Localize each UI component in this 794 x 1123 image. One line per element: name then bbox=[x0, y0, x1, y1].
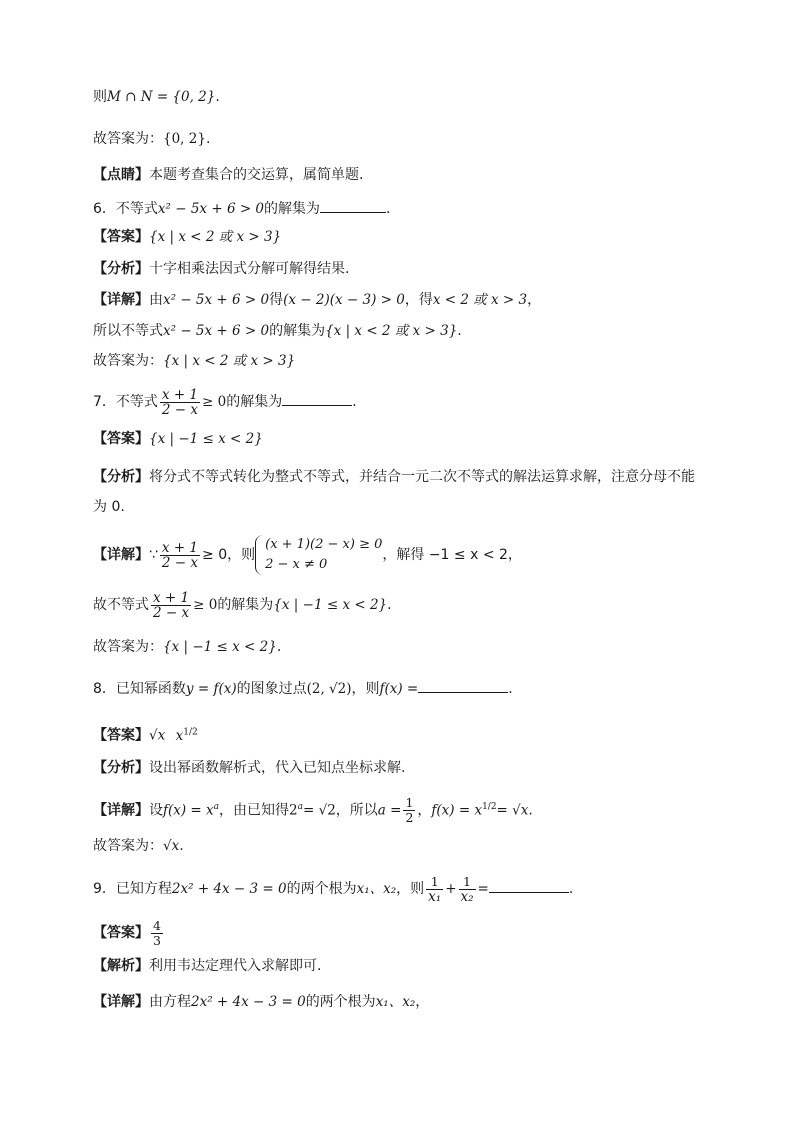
text: 得 bbox=[269, 292, 284, 308]
math-expression: x₁、x₂ bbox=[356, 881, 397, 897]
text: 则 bbox=[93, 89, 107, 105]
math-expression: = √2 bbox=[303, 802, 336, 819]
fraction-denominator: x₁ bbox=[428, 888, 442, 905]
text: . bbox=[215, 89, 220, 105]
math-expression: 2x² + 4x − 3 = 0 bbox=[191, 994, 306, 1010]
text: . bbox=[276, 639, 282, 655]
text: . bbox=[508, 681, 513, 697]
q6-final bbox=[93, 351, 295, 371]
answer-tag: 【答案】 bbox=[93, 229, 149, 245]
text: . bbox=[568, 881, 574, 897]
analysis-text: 十字相乘法因式分解可解得结果. bbox=[149, 261, 350, 277]
text: 故答案为： bbox=[93, 838, 163, 854]
math-expression: y = f(x) bbox=[185, 681, 237, 697]
text: 故不等式 bbox=[93, 597, 149, 613]
answer-blank bbox=[282, 391, 352, 406]
math-expression: M ∩ N = {0, 2} bbox=[107, 89, 216, 105]
remark-text: 本题考查集合的交运算，属简单题. bbox=[149, 167, 364, 183]
text: . bbox=[179, 838, 184, 854]
detail-tag: 【详解】 bbox=[93, 994, 149, 1010]
text: . bbox=[528, 802, 533, 819]
plus-sign: + bbox=[445, 881, 457, 897]
remark-tag: 【点睛】 bbox=[93, 167, 149, 183]
analysis-tag: 【分析】 bbox=[93, 261, 149, 277]
question-number: 6．不等式 bbox=[93, 201, 158, 217]
fraction bbox=[426, 875, 443, 904]
text: 设 bbox=[149, 802, 163, 819]
fraction-numerator: 1 bbox=[459, 875, 476, 890]
text: 由方程 bbox=[149, 994, 191, 1010]
q7-detail bbox=[93, 533, 522, 577]
final-answer: √x bbox=[163, 838, 180, 854]
math-expression: x₁、x₂ bbox=[375, 994, 416, 1010]
text: ，则 bbox=[351, 681, 380, 697]
answer-tag: 【答案】 bbox=[93, 925, 149, 941]
q8-answer bbox=[93, 722, 198, 746]
q8-analysis bbox=[93, 758, 405, 778]
analysis-text: 将分式不等式转化为整式不等式，并结合一元二次不等式的解法运算求解，注意分母不能 bbox=[149, 469, 695, 485]
line-intersection-result bbox=[93, 87, 220, 107]
answer-blank bbox=[320, 198, 386, 213]
math-expression: ≥ 0 bbox=[202, 394, 227, 410]
q9-detail bbox=[93, 992, 429, 1012]
exponent: a bbox=[297, 802, 303, 812]
math-expression: f(x) = bbox=[379, 681, 419, 697]
fraction bbox=[459, 875, 476, 904]
math-expression: (x − 2)(x − 3) > 0 bbox=[283, 292, 405, 308]
answer-blank bbox=[489, 878, 569, 893]
inequality-system bbox=[255, 535, 382, 575]
final-answer: {x | x < 2 或 x > 3} bbox=[163, 353, 296, 369]
q7-final bbox=[93, 637, 281, 657]
analysis-tag: 【解析】 bbox=[93, 958, 149, 974]
answer-tag: 【答案】 bbox=[93, 727, 149, 744]
q8-final bbox=[93, 836, 184, 856]
q6-conclusion bbox=[93, 321, 462, 341]
text: ， bbox=[527, 292, 542, 308]
text: ≥ 0，则 bbox=[202, 547, 256, 563]
math-expression: (2, √2) bbox=[306, 681, 352, 697]
question-7 bbox=[93, 385, 357, 419]
text: 的解集为 bbox=[226, 394, 283, 410]
fraction-denominator: 3 bbox=[153, 932, 161, 948]
fraction-denominator: 2 bbox=[405, 810, 414, 826]
question-6 bbox=[93, 198, 390, 219]
question-number: 8．已知幂函数 bbox=[93, 681, 186, 697]
text: . bbox=[387, 597, 392, 613]
text: 故答案为： bbox=[93, 131, 163, 147]
fraction-denominator: x₂ bbox=[460, 888, 474, 905]
text: . bbox=[352, 394, 357, 410]
fraction bbox=[160, 541, 200, 570]
text: ，得 bbox=[404, 292, 433, 308]
text: . bbox=[386, 201, 391, 217]
fraction bbox=[403, 796, 415, 825]
math-expression: {x | −1 ≤ x < 2} bbox=[273, 597, 388, 613]
q7-analysis-1 bbox=[93, 467, 695, 487]
fraction bbox=[151, 591, 191, 620]
analysis-tag: 【分析】 bbox=[93, 760, 149, 776]
math-expression: {x | x < 2 或 x > 3} bbox=[325, 323, 458, 339]
q6-analysis bbox=[93, 259, 349, 279]
system-row-1: (x + 1)(2 − x) ≥ 0 bbox=[265, 537, 383, 552]
text: 故答案为： bbox=[93, 639, 163, 655]
fraction-numerator: x + 1 bbox=[153, 589, 190, 606]
q9-answer bbox=[93, 917, 165, 949]
math-expression: a = bbox=[377, 802, 402, 819]
q8-detail bbox=[93, 790, 533, 828]
answer-value-2-exponent: 1/2 bbox=[183, 727, 198, 737]
text: 的两个根为 bbox=[305, 994, 376, 1010]
question-number: 9．已知方程 bbox=[93, 881, 172, 897]
math-expression: {0, 2} bbox=[163, 131, 206, 147]
exponent: 1/2 bbox=[482, 802, 497, 812]
question-number: 7．不等式 bbox=[93, 394, 158, 410]
fraction bbox=[160, 388, 200, 417]
math-expression: x² − 5x + 6 > 0 bbox=[157, 201, 265, 217]
text: 的两个根为 bbox=[286, 881, 357, 897]
text: ， bbox=[415, 994, 430, 1010]
q7-conclusion bbox=[93, 588, 392, 622]
text: ，则 bbox=[396, 881, 425, 897]
line-remark bbox=[93, 165, 363, 185]
text: 的解集为 bbox=[264, 201, 321, 217]
q6-answer bbox=[93, 227, 281, 247]
text: 的解集为 bbox=[269, 323, 326, 339]
answer-tag: 【答案】 bbox=[93, 431, 149, 447]
equals-sign: = bbox=[477, 881, 489, 897]
text: 故答案为： bbox=[93, 353, 163, 369]
math-expression: x < 2 或 x > 3 bbox=[432, 292, 528, 308]
final-answer: {x | −1 ≤ x < 2} bbox=[163, 639, 277, 655]
exponent: a bbox=[213, 802, 220, 812]
math-expression: f(x) = x bbox=[431, 802, 483, 819]
analysis-tag: 【分析】 bbox=[93, 469, 149, 485]
because-symbol: ∵ bbox=[149, 547, 158, 563]
answer-value-1: √x bbox=[149, 727, 166, 744]
text: 的解集为 bbox=[217, 597, 274, 613]
text: . bbox=[457, 323, 462, 339]
fraction-numerator: x + 1 bbox=[161, 539, 199, 556]
q6-detail bbox=[93, 290, 541, 310]
fraction-denominator: 2 − x bbox=[153, 604, 190, 621]
q7-analysis-2 bbox=[93, 497, 125, 517]
detail-tag: 【详解】 bbox=[93, 802, 149, 819]
text: ，解得 −1 ≤ x < 2， bbox=[382, 547, 522, 563]
text: 的图象过点 bbox=[236, 681, 307, 697]
math-expression: ≥ 0 bbox=[193, 597, 218, 613]
answer-value: {x | x < 2 或 x > 3} bbox=[149, 229, 282, 245]
system-row-2: 2 − x ≠ 0 bbox=[265, 557, 328, 572]
text: . bbox=[205, 131, 211, 147]
math-expression: f(x) = x bbox=[163, 802, 214, 819]
answer-fraction bbox=[151, 919, 163, 948]
fraction-numerator: 1 bbox=[426, 875, 443, 890]
fraction-denominator: 2 − x bbox=[161, 554, 199, 571]
analysis-text: 为 0. bbox=[93, 499, 125, 515]
text: ，由已知得 bbox=[219, 802, 290, 819]
math-expression: x² − 5x + 6 > 0 bbox=[163, 292, 270, 308]
fraction-denominator: 2 − x bbox=[161, 401, 199, 418]
text: ， bbox=[417, 802, 432, 819]
fraction-numerator: 4 bbox=[153, 917, 161, 933]
math-expression: x² − 5x + 6 > 0 bbox=[163, 323, 270, 339]
q9-analysis bbox=[93, 956, 321, 976]
question-8 bbox=[93, 678, 513, 699]
text: 由 bbox=[149, 292, 163, 308]
question-9 bbox=[93, 871, 573, 907]
detail-tag: 【详解】 bbox=[93, 292, 149, 308]
math-expression: 2 bbox=[289, 802, 298, 819]
math-expression: = √x bbox=[496, 802, 529, 819]
answer-value-2-base: x bbox=[175, 727, 184, 744]
analysis-text: 设出幂函数解析式，代入已知点坐标求解. bbox=[149, 760, 406, 776]
math-expression: 2x² + 4x − 3 = 0 bbox=[171, 881, 287, 897]
analysis-text: 利用韦达定理代入求解即可. bbox=[149, 958, 322, 974]
answer-blank bbox=[418, 678, 508, 693]
text: 所以不等式 bbox=[93, 323, 163, 339]
fraction-numerator: x + 1 bbox=[161, 386, 199, 403]
answer-value: {x | −1 ≤ x < 2} bbox=[149, 431, 263, 447]
fraction-numerator: 1 bbox=[405, 795, 414, 811]
line-answer-prev bbox=[93, 129, 210, 149]
q7-answer bbox=[93, 429, 263, 449]
brace-icon bbox=[255, 535, 264, 575]
text: ，所以 bbox=[335, 802, 378, 819]
detail-tag: 【详解】 bbox=[93, 547, 149, 563]
